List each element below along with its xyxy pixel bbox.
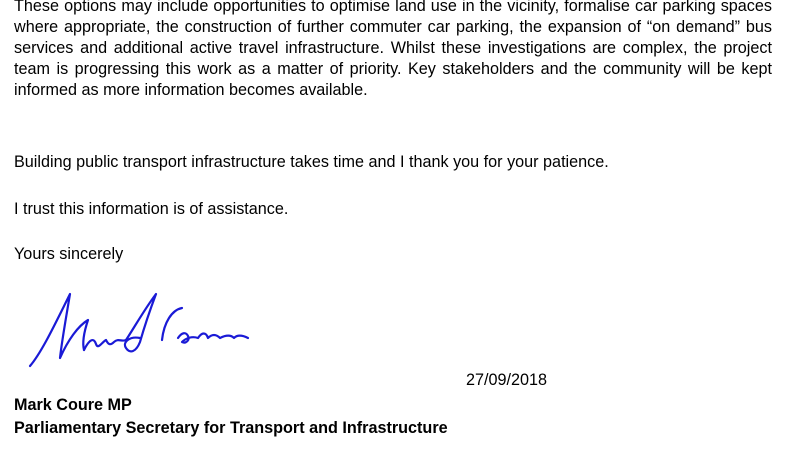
signatory-name: Mark Coure MP xyxy=(14,396,132,414)
signatory-title: Parliamentary Secretary for Transport and Infrastructure xyxy=(14,419,448,437)
closing-salutation: Yours sincerely xyxy=(14,245,124,263)
paragraph-assistance: I trust this information is of assistance. xyxy=(14,200,289,218)
letter-date: 27/09/2018 xyxy=(466,371,548,389)
handwritten-signature-icon xyxy=(22,282,262,382)
paragraph-patience: Building public transport infrastructure takes time and I thank you for your patience. xyxy=(14,153,609,171)
paragraph-options: These options may include opportunities to optimise land use in the vicinity, formalise car parking spaces where appropriate, the construction of further commuter car parking, the expansion of “on demand” bus services and additional active travel infrastructure. Whilst these investigations are complex, the project team is progressing this work as a matter of priority. Key stakeholders and the community will be kept informed as more information becomes available. xyxy=(14,0,772,99)
